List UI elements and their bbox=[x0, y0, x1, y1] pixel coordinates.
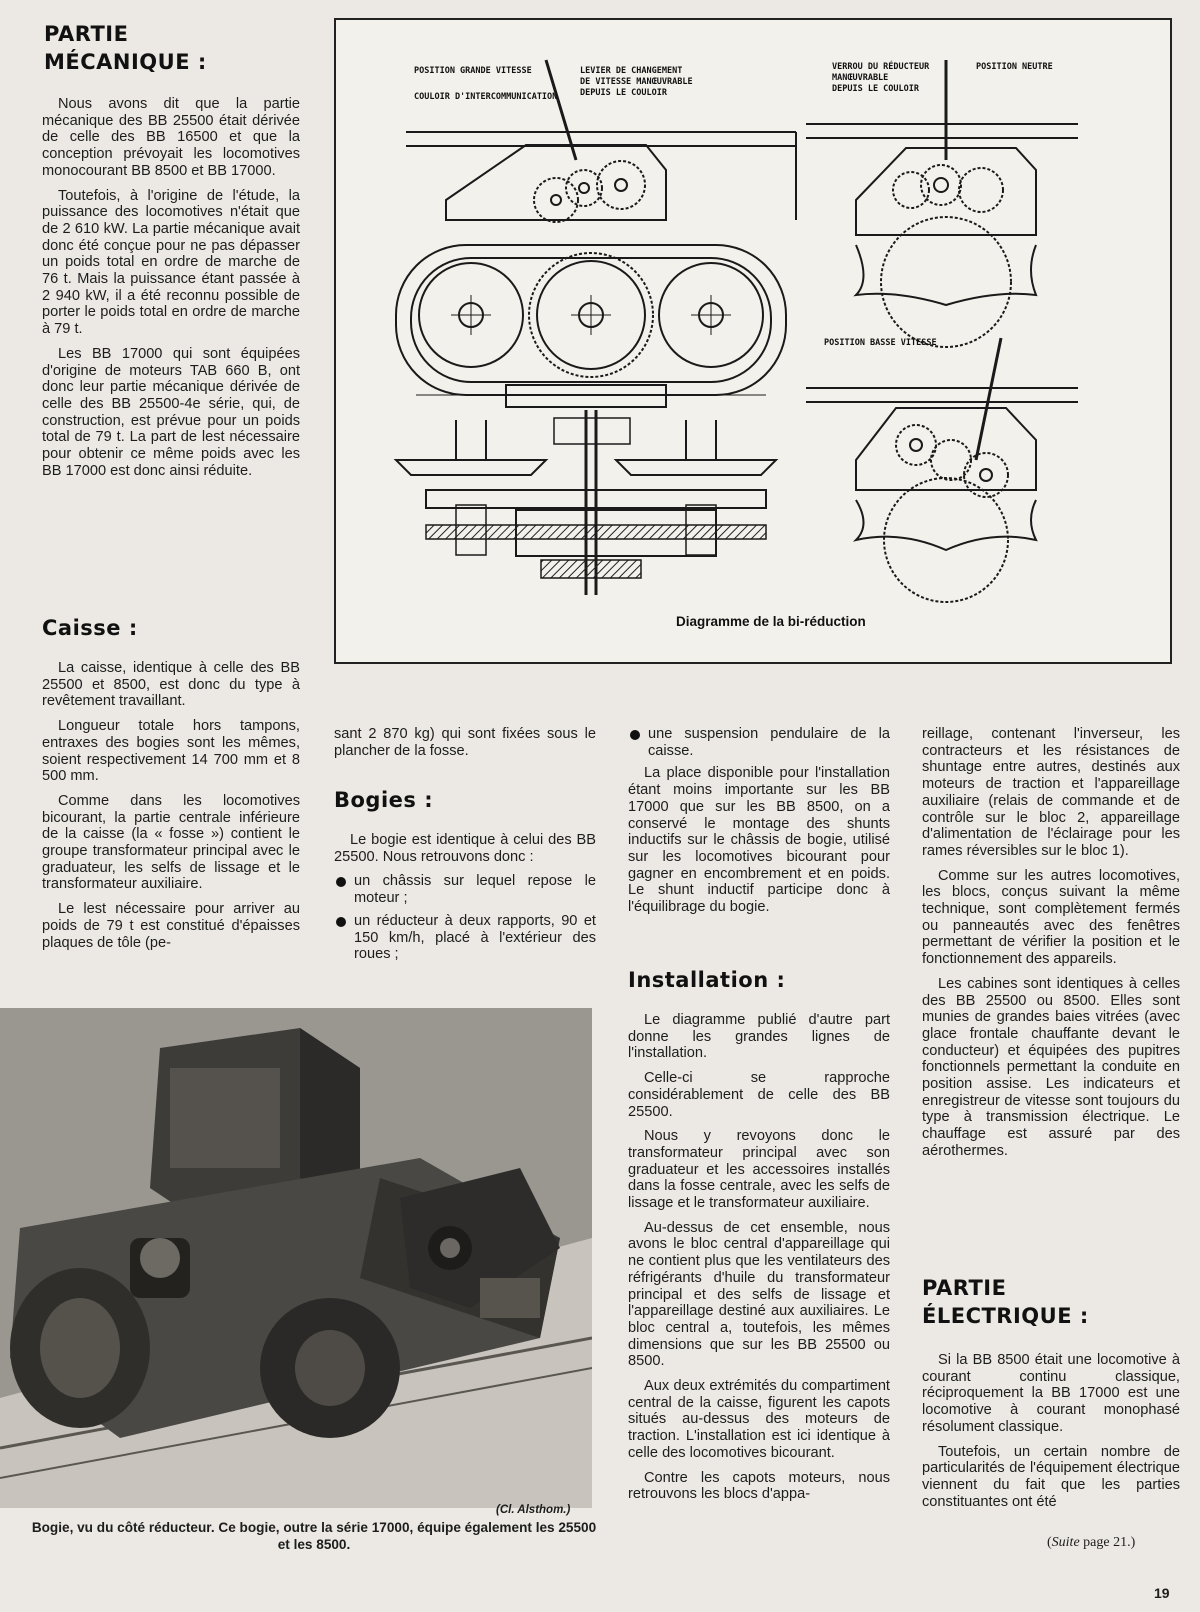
paragraph: Nous y revoyons donc le transformateur principal avec son graduateur et les accessoires installés dans la fosse centrale, avec les selfs de lissage et le transformateur auxiliaire. bbox=[628, 1128, 890, 1212]
paragraph: Aux deux extrémités du compartiment central de la caisse, figurent les capots situés au-dessus des moteurs de traction. L'installation est ici identique à celle des locomotives bicourant. bbox=[628, 1378, 890, 1461]
section-title-partie-electrique bbox=[922, 1274, 1089, 1330]
paragraph: Longueur totale hors tampons, entraxes des bogies sont les mêmes, soient respectivement 14 700 mm et 8 500 mm. bbox=[42, 718, 300, 785]
title-line: ÉLECTRIQUE : bbox=[922, 1304, 1089, 1328]
page-number: 19 bbox=[1154, 1585, 1170, 1601]
paragraph: Au-dessus de cet ensemble, nous avons le bloc central d'appareillage qui ne contient plus que les ventilateurs des réfrigérants d'huile du transformateur principal et des selfs de lissage et l'appareillage destiné aux auxiliaires. Le bloc central a, toutefois, les mêmes dimensions que sur les BB 25500 ou 8500. bbox=[628, 1219, 890, 1370]
section-title-caisse: Caisse : bbox=[42, 616, 138, 640]
list-item: un châssis sur lequel repose le moteur ; bbox=[334, 873, 596, 906]
column-mecanique bbox=[42, 96, 300, 487]
bi-reduction-diagram bbox=[334, 18, 1172, 664]
paragraph: sant 2 870 kg) qui sont fixées sous le plancher de la fosse. bbox=[334, 726, 596, 759]
section-title-partie-mecanique bbox=[44, 20, 207, 76]
paragraph: reillage, contenant l'inverseur, les contracteurs et les résistances de shuntage entre autres, destinés aux moteurs de traction et l'appareillage auxiliaire (relais de commande et de contrôle sur le bloc 2, appareillage d'alimentation de l'éclairage pour les rames réversibles sur le bloc 1). bbox=[922, 726, 1180, 859]
list-item: une suspension pendulaire de la caisse. bbox=[628, 726, 890, 759]
column-bogies-body bbox=[334, 832, 596, 969]
gearbox-drawing bbox=[336, 20, 1170, 662]
continued-label: Suite bbox=[1051, 1535, 1080, 1550]
label-verrou: VERROU DU RÉDUCTEUR MANŒUVRABLE DEPUIS LE COULOIR bbox=[832, 62, 930, 94]
bogie-photo bbox=[0, 1008, 592, 1508]
continued-page: page 21.) bbox=[1083, 1535, 1136, 1550]
column-electrique-body bbox=[922, 1352, 1180, 1518]
title-line: PARTIE bbox=[44, 22, 129, 46]
column-caisse bbox=[42, 660, 300, 959]
bullet-list bbox=[628, 726, 890, 759]
bogie-illustration bbox=[0, 1008, 592, 1508]
column-bogies bbox=[334, 726, 596, 767]
label-position-basse-vitesse: POSITION BASSE VITESSE bbox=[824, 338, 937, 348]
column-installation bbox=[628, 726, 890, 924]
paragraph: Le diagramme publié d'autre part donne les grandes lignes de l'installation. bbox=[628, 1012, 890, 1062]
paragraph: La place disponible pour l'installation étant moins importante sur les BB 17000 que sur les BB 8500, on a conservé le montage des shunts inductifs sur le châssis de bogie, utilisé sur les locomotives bicourant pour gagner en encombrement et en poids. Le shunt inductif participe donc à l'équilibrage du bogie. bbox=[628, 765, 890, 916]
title-line: MÉCANIQUE : bbox=[44, 50, 207, 74]
paragraph: Toutefois, à l'origine de l'étude, la puissance des locomotives n'était que de 2 610 kW. La partie mécanique avait donc été conçue pour ne pas dépasser un poids total en ordre de marche de 76 t. Mais la puissance étant passée à 2 940 kW, il a été reconnu possible de porter le poids total en ordre de marche à 79 t. bbox=[42, 187, 300, 338]
paragraph: Comme sur les autres locomotives, les blocs, conçus suivant la même technique, sont complètement fermés ou panneautés avec des fenêtres permettant de vérifier la position et le fonctionnement des appareils. bbox=[922, 867, 1180, 968]
label-position-neutre: POSITION NEUTRE bbox=[976, 62, 1053, 72]
paragraph: Les cabines sont identiques à celles des BB 25500 ou 8500. Elles sont munies de grandes baies vitrées (avec glace frontale chauffante devant le conducteur) et équipées des pupitres fonctionnels permettant la conduite en position assise. Les indicateurs et enregistreur de vitesse sont toujours du type à transmission électrique. Le chauffage est assuré par des aérothermes. bbox=[922, 975, 1180, 1159]
paragraph: Le bogie est identique à celui des BB 25500. Nous retrouvons donc : bbox=[334, 832, 596, 865]
continued-note: (Suite page 21.) bbox=[1047, 1535, 1136, 1550]
section-title-bogies: Bogies : bbox=[334, 788, 434, 812]
paragraph: La caisse, identique à celle des BB 25500 et 8500, est donc du type à revêtement travaillant. bbox=[42, 660, 300, 710]
paragraph: Nous avons dit que la partie mécanique des BB 25500 était dérivée de celle des BB 16500 et que la conception prévoyait les locomotives monocourant BB 8500 et BB 17000. bbox=[42, 96, 300, 179]
paragraph: Si la BB 8500 était une locomotive à courant continu classique, réciproquement la BB 17000 est une locomotive à courant monophasé résolument classique. bbox=[922, 1352, 1180, 1435]
bullet-list bbox=[334, 873, 596, 963]
paragraph: Les BB 17000 qui sont équipées d'origine de moteurs TAB 660 B, ont donc leur partie mécanique dérivée de celle des BB 25500-4e série, qui, de construction, est prévue pour un poids total de 79 t. La part de lest nécessaire pour obtenir ce même poids avec les BB 17000 est donc ainsi réduite. bbox=[42, 345, 300, 479]
paragraph: Le lest nécessaire pour arriver au poids de 79 t est constitué d'épaisses plaques de tôle (pe- bbox=[42, 901, 300, 951]
list-item: un réducteur à deux rapports, 90 et 150 km/h, placé à l'extérieur des roues ; bbox=[334, 913, 596, 963]
paragraph: Toutefois, un certain nombre de particularités de l'équipement électrique viennent du fait que les parties constituantes ont été bbox=[922, 1443, 1180, 1510]
label-levier: LEVIER DE CHANGEMENT DE VITESSE MANŒUVRABLE DEPUIS LE COULOIR bbox=[580, 66, 693, 98]
photo-caption: Bogie, vu du côté réducteur. Ce bogie, outre la série 17000, équipe également les 25500 et les 8500. bbox=[31, 1520, 597, 1552]
label-couloir: COULOIR D'INTERCOMMUNICATION bbox=[414, 92, 558, 102]
title-line: PARTIE bbox=[922, 1276, 1007, 1300]
column-electrique bbox=[922, 726, 1180, 1168]
photo-credit: (Cl. Alsthom.) bbox=[496, 1504, 571, 1516]
column-installation-body bbox=[628, 1012, 890, 1511]
paragraph: Contre les capots moteurs, nous retrouvons les blocs d'appa- bbox=[628, 1469, 890, 1503]
diagram-caption: Diagramme de la bi-réduction bbox=[676, 614, 866, 629]
paragraph: Celle-ci se rapproche considérablement de celle des BB 25500. bbox=[628, 1070, 890, 1120]
paragraph: Comme dans les locomotives bicourant, la partie centrale inférieure de la caisse (la « fosse ») contient le groupe transformateur principal avec le graduateur, les selfs de lissage et le transformateur auxiliaire. bbox=[42, 792, 300, 893]
label-position-grande-vitesse: POSITION GRANDE VITESSE bbox=[414, 66, 532, 76]
section-title-installation: Installation : bbox=[628, 968, 786, 992]
